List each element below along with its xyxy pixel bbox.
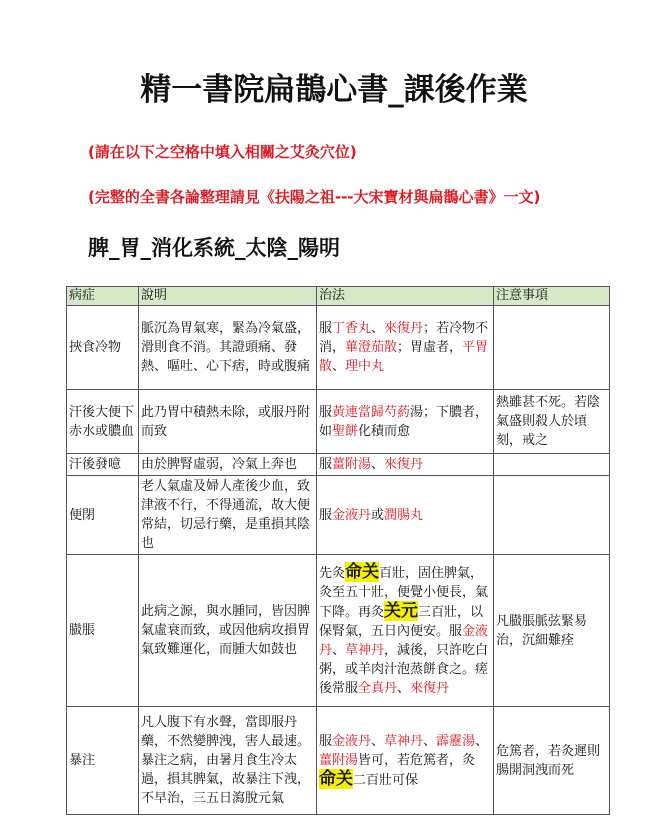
- treatment-text: 三百壯，以保腎氣，五日內便安。服: [319, 605, 484, 639]
- remedy-name: 霹靂湯: [436, 733, 476, 749]
- treatment-text: 、: [371, 733, 385, 749]
- treatment-text: ，減後，只許吃白粥，或羊肉汁泡蒸餅食之。瘥後常服: [319, 643, 489, 696]
- cell-notes: [494, 476, 610, 555]
- cell-description: 由於脾腎虛弱，冷氣上奔也: [139, 454, 317, 476]
- cell-treatment: [317, 306, 494, 390]
- table-body: [67, 306, 610, 815]
- treatment-text: 皆可，若危篤者，灸: [358, 752, 476, 768]
- instruction-note: (請在以下之空格中填入相關之艾灸穴位): [88, 143, 357, 161]
- column-header-notes: 注意事項: [494, 287, 610, 306]
- cell-treatment: [317, 707, 494, 815]
- remedy-name: 聖餅: [332, 423, 359, 439]
- remedy-name: 薑附湯: [319, 752, 359, 768]
- cell-treatment: [317, 454, 494, 476]
- treatment-text: 、: [475, 733, 489, 749]
- remedy-name: 來復丹: [410, 681, 450, 696]
- cell-disease: 臌脹: [67, 555, 139, 707]
- remedy-name: 潤腸丸: [384, 507, 424, 523]
- table-row: [67, 390, 610, 454]
- highlighted-acupoint: 命关: [319, 768, 353, 789]
- table-header-row: [67, 287, 610, 306]
- treatment-text: 二百壯可保: [353, 772, 419, 788]
- cell-disease: 汗後大便下赤水或膿血: [67, 390, 139, 454]
- homework-table: [66, 286, 610, 815]
- table-row: [67, 555, 610, 707]
- treatment-text: 先灸: [319, 566, 346, 581]
- remedy-name: 全真丹: [358, 681, 398, 696]
- column-header-treatment: 治法: [317, 287, 494, 306]
- cell-notes: [494, 454, 610, 476]
- remedy-name: 蓽澄茄散: [345, 340, 398, 355]
- cell-notes: [494, 306, 610, 390]
- cell-description: 老人氣虛及婦人產後少血，致津液不行，不得通流，故大便常結，切忌行藥，是重損其陰也: [139, 476, 317, 555]
- reference-note: (完整的全書各論整理請見《扶陽之祖---大宋寶材與扁鵲心書》一文): [88, 188, 541, 206]
- remedy-name: 薑附湯: [332, 457, 372, 472]
- cell-notes: 危篤者，若灸遲則腸開洞洩而死: [494, 707, 610, 815]
- treatment-text: ；胃虛者，: [397, 340, 463, 355]
- column-header-disease: 病症: [67, 287, 139, 306]
- treatment-text: 服: [319, 404, 333, 420]
- cell-disease: 暴注: [67, 707, 139, 815]
- remedy-name: 平胃散: [319, 340, 489, 374]
- treatment-text: 、: [423, 733, 437, 749]
- treatment-text: 、: [371, 457, 385, 472]
- treatment-text: 服: [319, 457, 333, 472]
- treatment-text: 服: [319, 321, 333, 336]
- column-header-description: 說明: [139, 287, 317, 306]
- remedy-name: 理中丸: [345, 359, 385, 374]
- cell-disease: 挾食冷物: [67, 306, 139, 390]
- remedy-name: 黃連當歸芍葯: [332, 404, 411, 420]
- treatment-text: 、: [332, 643, 346, 658]
- cell-description: 脈沉為胃氣寒，緊為冷氣盛，滑則食不消。其證頭痛、發熱、嘔吐、心下痞，時或腹痛: [139, 306, 317, 390]
- treatment-text: 服: [319, 507, 333, 523]
- cell-disease: 便閉: [67, 476, 139, 555]
- remedy-name: 丁香丸: [332, 321, 372, 336]
- table-row: [67, 476, 610, 555]
- treatment-text: 或: [371, 507, 385, 523]
- cell-description: 此病之源，與水腫同，皆因脾氣虛衰而致，或因他病攻損胃氣致難運化，而腫大如鼓也: [139, 555, 317, 707]
- treatment-text: 百壯，固住脾氣，灸至五十壯，便覺小便長，氣下降。再灸: [319, 566, 489, 620]
- highlighted-acupoint: 关元: [384, 601, 419, 621]
- remedy-name: 來復丹: [384, 457, 424, 472]
- treatment-text: ；若冷物不消，: [319, 321, 489, 355]
- cell-notes: 熱雖甚不死。若陰氣盛則殺人於頃刻，戒之: [494, 390, 610, 454]
- remedy-name: 草神丹: [345, 643, 385, 658]
- page-title: 精一書院扁鵲心書_課後作業: [140, 72, 528, 108]
- cell-treatment: [317, 476, 494, 555]
- cell-notes: 凡臌脹脈弦緊易治，沉細難痊: [494, 555, 610, 707]
- cell-description: 此乃胃中積熱未除，或服丹附而致: [139, 390, 317, 454]
- table-row: [67, 306, 610, 390]
- remedy-name: 金液丹: [319, 624, 489, 658]
- highlighted-acupoint: 命关: [345, 562, 380, 582]
- remedy-name: 來復丹: [384, 321, 424, 336]
- remedy-name: 金液丹: [332, 733, 372, 749]
- cell-treatment: [317, 555, 494, 707]
- section-heading: 脾_胃_消化系統_太陰_陽明: [88, 236, 340, 260]
- cell-description: 凡人腹下有水聲，當即服丹藥，不然變脾洩，害人最速。暴注之病，由暑月食生冷太過，損其脾氣，故暴注下洩，不早治，三五日瀉脫元氣: [139, 707, 317, 815]
- remedy-name: 草神丹: [384, 733, 424, 749]
- table-row: [67, 707, 610, 815]
- treatment-text: 、: [397, 681, 411, 696]
- table-row: [67, 454, 610, 476]
- treatment-text: 服: [319, 733, 333, 749]
- treatment-text: 、: [332, 359, 346, 374]
- cell-disease: 汗後發噫: [67, 454, 139, 476]
- treatment-text: 化積而愈: [358, 423, 411, 439]
- treatment-text: 、: [371, 321, 385, 336]
- cell-treatment: [317, 390, 494, 454]
- treatment-text: 湯；下膿者，如: [319, 404, 489, 439]
- remedy-name: 金液丹: [332, 507, 372, 523]
